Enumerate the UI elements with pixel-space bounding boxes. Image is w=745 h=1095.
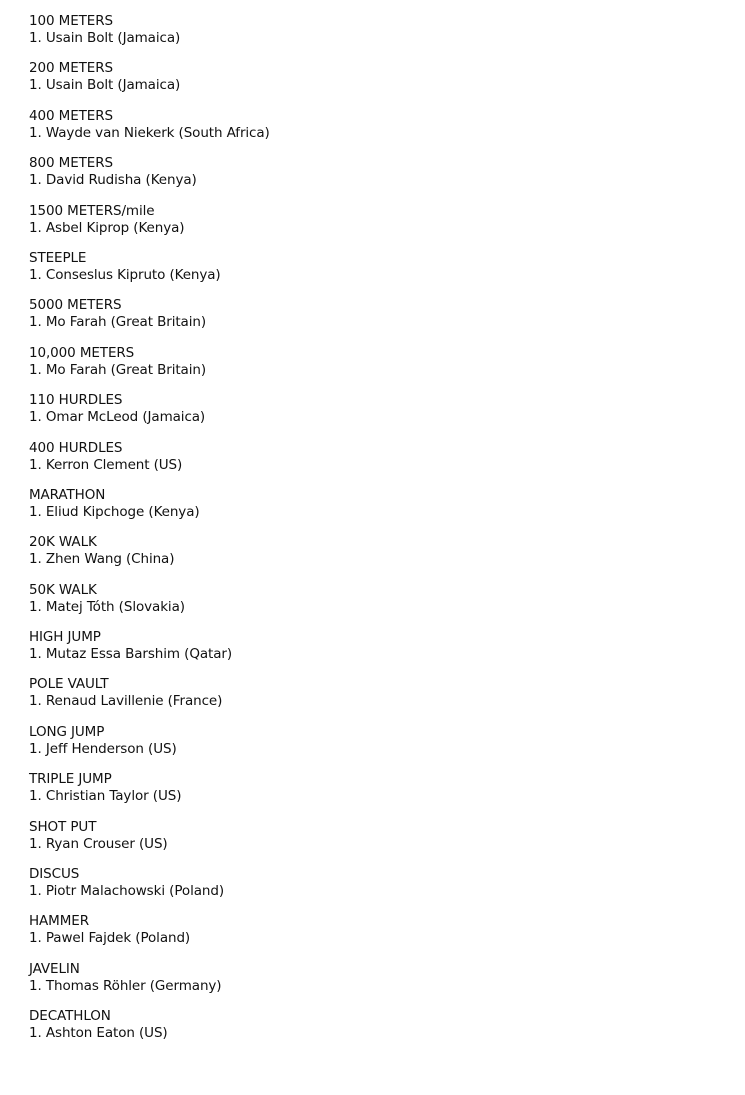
event-winner: 1. Pawel Fajdek (Poland): [29, 930, 191, 947]
event-long-jump: [29, 724, 729, 771]
event-5000m: [29, 297, 729, 344]
event-title: JAVELIN: [29, 960, 80, 977]
event-high-jump: [29, 629, 729, 676]
event-title: POLE VAULT: [29, 676, 109, 693]
event-title: DISCUS: [29, 866, 80, 883]
event-list: [29, 13, 729, 1056]
event-winner: 1. Christian Taylor (US): [29, 788, 182, 805]
event-20k-walk: [29, 534, 729, 581]
event-title: HAMMER: [29, 913, 89, 930]
event-title: TRIPLE JUMP: [29, 771, 112, 788]
event-title: 50K WALK: [29, 581, 97, 598]
event-title: 10,000 METERS: [29, 344, 135, 361]
event-shot-put: [29, 819, 729, 866]
event-steeple: [29, 250, 729, 297]
event-title: 400 METERS: [29, 107, 113, 124]
event-title: SHOT PUT: [29, 818, 97, 835]
event-winner: 1. Zhen Wang (China): [29, 551, 175, 568]
event-winner: 1. Wayde van Niekerk (South Africa): [29, 124, 270, 141]
event-marathon: [29, 487, 729, 534]
event-decathlon: [29, 1008, 729, 1055]
event-title: DECATHLON: [29, 1008, 111, 1025]
event-title: 110 HURDLES: [29, 392, 123, 409]
event-winner: 1. Ashton Eaton (US): [29, 1025, 168, 1042]
event-title: 1500 METERS/mile: [29, 202, 155, 219]
event-110-hurdles: [29, 392, 729, 439]
event-10000m: [29, 345, 729, 392]
event-winner: 1. Piotr Malachowski (Poland): [29, 883, 224, 900]
event-winner: 1. Eliud Kipchoge (Kenya): [29, 503, 200, 520]
event-title: 20K WALK: [29, 534, 97, 551]
event-title: 100 METERS: [29, 13, 113, 29]
event-winner: 1. Matej Tóth (Slovakia): [29, 598, 185, 615]
event-javelin: [29, 961, 729, 1008]
event-winner: 1. Thomas Röhler (Germany): [29, 977, 222, 994]
event-winner: 1. Omar McLeod (Jamaica): [29, 409, 206, 426]
event-winner: 1. Usain Bolt (Jamaica): [29, 77, 181, 94]
event-title: 200 METERS: [29, 60, 113, 77]
event-winner: 1. Usain Bolt (Jamaica): [29, 30, 181, 46]
event-title: STEEPLE: [29, 249, 87, 266]
event-discus: [29, 866, 729, 913]
event-1500m: [29, 203, 729, 250]
event-title: MARATHON: [29, 486, 106, 503]
event-title: HIGH JUMP: [29, 629, 101, 646]
event-winner: 1. Renaud Lavillenie (France): [29, 693, 223, 710]
event-hammer: [29, 913, 729, 960]
event-200m: [29, 60, 729, 107]
event-title: 400 HURDLES: [29, 439, 123, 456]
event-winner: 1. Mutaz Essa Barshim (Qatar): [29, 646, 232, 663]
event-winner: 1. Mo Farah (Great Britain): [29, 361, 206, 378]
event-winner: 1. Ryan Crouser (US): [29, 835, 168, 852]
event-50k-walk: [29, 582, 729, 629]
event-title: 800 METERS: [29, 155, 113, 172]
event-400-hurdles: [29, 440, 729, 487]
event-winner: 1. Mo Farah (Great Britain): [29, 314, 206, 331]
event-100m: [29, 13, 729, 60]
event-pole-vault: [29, 676, 729, 723]
event-winner: 1. Asbel Kiprop (Kenya): [29, 219, 185, 236]
event-400m: [29, 108, 729, 155]
event-800m: [29, 155, 729, 202]
event-triple-jump: [29, 771, 729, 818]
event-title: 5000 METERS: [29, 297, 122, 314]
event-winner: 1. David Rudisha (Kenya): [29, 172, 197, 189]
event-winner: 1. Jeff Henderson (US): [29, 740, 177, 757]
event-title: LONG JUMP: [29, 723, 105, 740]
event-winner: 1. Kerron Clement (US): [29, 456, 183, 473]
event-winner: 1. Conseslus Kipruto (Kenya): [29, 266, 221, 283]
